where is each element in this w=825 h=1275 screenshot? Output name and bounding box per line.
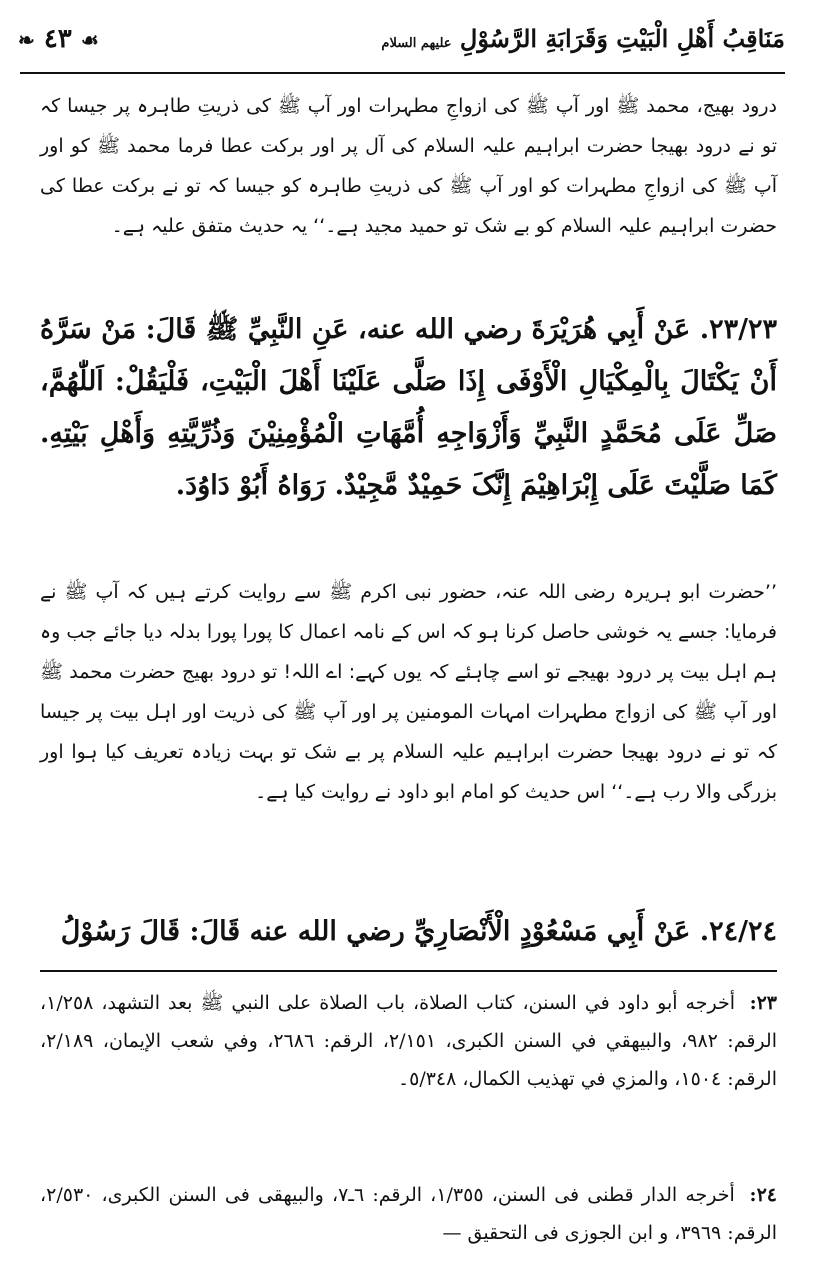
hadith-24-number: ٢٤/٢٤. xyxy=(699,916,777,947)
footnote-23-text: أخرجه أبو داود في السنن، كتاب الصلاة، باب الصلاة على النبي ﷺ بعد التشهد، ١/٢٥٨، الرقم: ٩٨٢، والبيهقي في السنن الكبرى، ٢/١٥١، الرقم: ٢٦٨٦، وفي شعب الإيمان، ٢/١٨٩، الرقم: ١٥٠٤، والمزي في تهذيب الكمال، ٥/٣٤٨۔ xyxy=(40,992,777,1090)
footnote-divider xyxy=(40,970,777,972)
running-title xyxy=(381,24,785,53)
page-number-box xyxy=(18,24,99,54)
urdu-translation-paragraph-1: درود بھیج، محمد ﷺ اور آپ ﷺ کی ازواجِ مطہرات اور آپ ﷺ کی ذریتِ طاہرہ پر جیسا کہ تو نے درود بھیجا حضرت ابراہیم علیہ السلام کی آل پر اور برکت عطا فرما محمد ﷺ کو اور آپ ﷺ کی ازواجِ مطہرات کو اور آپ ﷺ کی ذریتِ طاہرہ کو جیسا کہ تو نے برکت عطا کی حضرت ابراہیم علیہ السلام کو بے شک تو حمید مجید ہے۔‘‘ یہ حدیث متفق علیہ ہے۔ xyxy=(40,95,777,237)
hadith-23-number: ٢٣/٢٣. xyxy=(699,314,777,345)
ornament-icon-left: ❧ xyxy=(18,28,35,52)
running-title-suffix: عليهم السلام xyxy=(381,36,452,51)
ornament-icon-right: ☙ xyxy=(80,28,99,52)
running-title-text: مَنَاقِبُ أَهْلِ الْبَيْتِ وَقَرَابَةِ الرَّسُوْلِ xyxy=(459,24,785,53)
hadith-23-arabic xyxy=(40,304,777,512)
header-divider xyxy=(20,72,785,74)
footnote-23-number: ٢٣: xyxy=(749,992,777,1014)
footnote-24-text: أخرجه الدار قطنى فى السنن، ١/٣٥٥، الرقم: ٦ـ٧، والبيهقى فى السنن الكبرى، ٢/٥٣٠، الرقم: ٣٩٦٩، و ابن الجوزى فى التحقيق — xyxy=(40,1184,777,1244)
page-header xyxy=(18,18,785,72)
page-number: ٤٣ xyxy=(43,24,72,54)
hadith-23-text: عَنْ أَبِي هُرَيْرَةَ رضي الله عنه، عَنِ النَّبِيِّ ﷺ قَالَ: مَنْ سَرَّهُ أَنْ يَكْتَالَ بِالْمِكْيَالِ الْأَوْفَى إِذَا صَلَّى عَلَيْنَا أَهْلَ الْبَيْتِ، فَلْيَقُلْ: اَللّٰهُمَّ، صَلِّ عَلَى مُحَمَّدٍ النَّبِيِّ وَأَزْوَاجِهِ أُمَّهَاتِ الْمُؤْمِنِيْنَ وَذُرِّيَّتِهِ وَأَهْلِ بَيْتِهِ. كَمَا صَلَّيْتَ عَلَى إِبْرَاهِيْمَ إِنَّکَ حَمِيْدٌ مَّجِيْدٌ. رَوَاهُ أَبُوْ دَاوُدَ. xyxy=(40,314,777,501)
urdu-translation-paragraph-2: ’’حضرت ابو ہریرہ رضی اللہ عنہ، حضور نبی اکرم ﷺ سے روایت کرتے ہیں کہ آپ ﷺ نے فرمایا: جسے یہ خوشی حاصل کرنا ہو کہ اس کے نامہ اعمال کا پورا پورا بدلہ دیا جائے جب وہ ہم اہل بیت پر درود بھیجے تو اسے چاہئے کہ یوں کہے: اے اللہ! تو درود بھیج حضرت محمد ﷺ اور آپ ﷺ کی ازواج مطہرات امہات المومنین پر اور آپ ﷺ کی ذریت اور اہل بیت پر جیسا کہ تو نے درود بھیجا حضرت ابراہیم علیہ السلام پر بے شک تو بہت زیادہ تعریف کیا ہوا اور بزرگی والا رب ہے۔‘‘ اس حدیث کو امام ابو داود نے روایت کیا ہے۔ xyxy=(40,581,777,803)
footnote-24 xyxy=(40,1176,777,1252)
footnote-24-number: ٢٤: xyxy=(749,1184,777,1206)
hadith-24-text: عَنْ أَبِي مَسْعُوْدٍ الْأَنْصَارِيِّ رضي الله عنه قَالَ: قَالَ رَسُوْلُ xyxy=(60,916,691,947)
footnote-23 xyxy=(40,984,777,1098)
hadith-24-arabic xyxy=(40,906,777,958)
